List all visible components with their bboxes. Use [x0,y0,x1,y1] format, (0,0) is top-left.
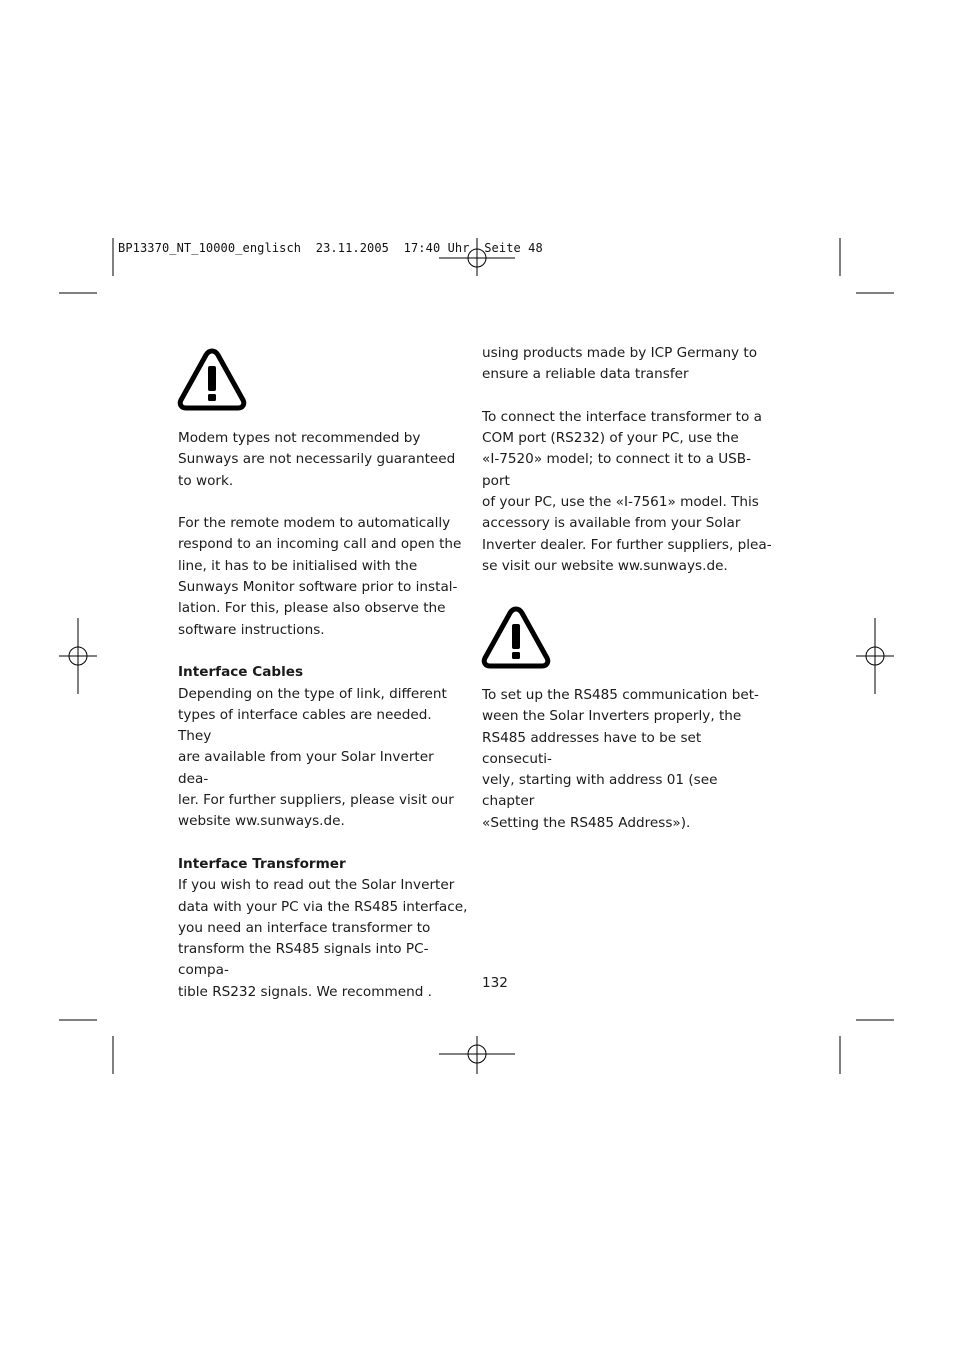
paragraph-com-port: To connect the interface transformer to a COM port (RS232) of your PC, use the «I-7520» model; to connect it to a USB-port of your PC, use the «I-7561» model. This accessory is available from your Solar Inverter dealer. For further suppliers, plea- se visit our website ww.sunways.de. [482,408,772,574]
paragraph-interface-cables: Depending on the type of link, different types of interface cables are needed. They are available from your Solar Inverter dea- ler. For further suppliers, please visit our website ww.sunways.de. [178,685,454,830]
right-column [482,343,772,577]
paragraph-remote-modem: For the remote modem to automatically respond to an incoming call and open the line, it has to be initialised with the Sunways Monitor software prior to instal- lation. For this, please also observe the software instructions. [178,515,462,638]
page-number: 132 [482,975,508,991]
registration-mark-right [856,618,894,694]
heading-interface-transformer: Interface Transformer [178,855,346,872]
registration-mark-left [59,618,97,694]
paragraph-icp-germany: using products made by ICP Germany to ensure a reliable data transfer [482,345,758,383]
print-slug-line: BP13370_NT_10000_englisch 23.11.2005 17:40 Uhr Seite 48 [118,241,543,255]
left-column [178,428,468,1003]
warning-triangle-icon [481,605,551,669]
right-column-rs485 [482,685,772,834]
paragraph-rs485-setup: To set up the RS485 communication bet- ween the Solar Inverters properly, the RS485 addresses have to be set consecuti- vely, starting with address 01 (see chapter «Setting the RS485 Address»). [482,687,759,831]
paragraph-interface-transformer: If you wish to read out the Solar Inverter data with your PC via the RS485 interface, you need an interface transformer to transform the RS485 signals into PC-compa- tible RS232 signals. We recommend . [178,877,468,1000]
heading-interface-cables: Interface Cables [178,664,304,681]
warning-triangle-icon [177,347,247,411]
registration-mark-top [439,238,515,276]
registration-mark-bottom [439,1036,515,1074]
paragraph-modem-types: Modem types not recommended by Sunways are not necessarily guaranteed to work. [178,430,456,489]
